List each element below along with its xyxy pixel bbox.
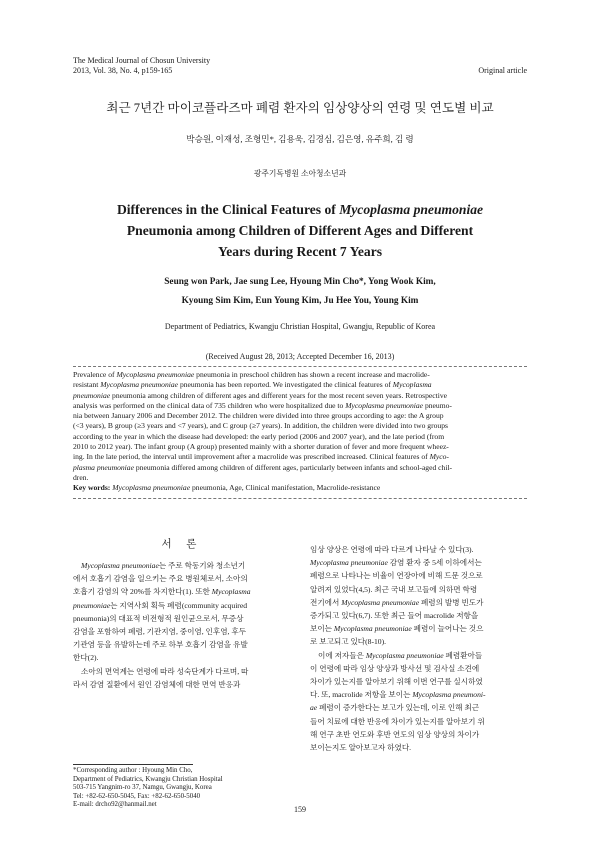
abstract: Prevalence of Mycoplasma pneumoniae pneumonia in preschool children has shown a recent increase and macrolide- resistant Mycoplasma pneumoniae pneumonia has been reported. We investigated the clinical features of Mycoplasma pneumoniae pneumonia among children of different ages and different years for the most recent seven years. Retrospective analysis was performed on the clinical data of 735 children who were hospitalized due to Mycoplasma pneumoniae pneumo- nia between January 2006 and December 2012. The children were divided into three groups according to age: the A group (<3 years), B group (≥3 years and <7 years), and C group (≥7 years). In addition, the children were divided into two groups according to the year in which the disease had developed: the early period (2006 and 2007 year), and the late period (from 2010 to 2012 year). The infant group (A group) presented mainly with a shorter duration of fever and more frequent wheez- ing. In the late period, the interval until improvement after a macrolide was prescribed increased. Clinical features of Myco- plasma pneumoniae pneumonia differed among children of different ages, particularly between infants and school-aged chil- dren. Key words: Mycoplasma pneumoniae pneumonia, Age, Clinical manifestation, Macrolide-resistance [73, 370, 527, 494]
text-line: 다. 또, macrolide 저항을 보이는 Mycoplasma pneumoni- [310, 690, 486, 700]
journal-name: The Medical Journal of Chosun University [73, 56, 211, 65]
text-line: 증가되고 있다(6,7). 또한 최근 들어 macrolide 저항을 [310, 611, 479, 621]
text-line: 들어 치료에 대한 반응에 차이가 있는지를 알아보기 위 [310, 716, 485, 726]
text-line: 이에 저자들은 Mycoplasma pneumoniae 폐렴환아들 [318, 650, 483, 660]
text-line: 임상 양상은 연령에 따라 다르게 나타날 수 있다(3). [310, 545, 474, 554]
text-line: 감염을 포함하여 폐렴, 기관지염, 중이염, 인후염, 후두 [73, 627, 247, 637]
korean-title: 최근 7년간 마이코플라즈마 폐렴 환자의 임상양상의 연령 및 연도별 비교 [106, 101, 494, 115]
intro-right-column [310, 543, 528, 754]
text-line: 차이가 있는지를 알아보기 위해 이번 연구를 실시하였 [310, 677, 483, 687]
article-type: Original article [478, 66, 527, 75]
text-line: Mycoplasma pneumoniae 감염 환자 중 5세 이하에서는 [310, 558, 482, 568]
abstract-top-rule [73, 366, 527, 367]
text-line: 기관염 등을 유발하는데 주로 하부 호흡기 감염을 유발 [73, 640, 248, 650]
abstract-bottom-rule [73, 498, 527, 499]
intro-left-column [73, 559, 291, 691]
received-dates: (Received August 28, 2013; Accepted December 16, 2013) [205, 352, 395, 361]
text-line: 전기에서 Mycoplasma pneumoniae 폐렴의 발병 빈도가 [310, 597, 484, 607]
text-line: 보이는지도 알아보고자 하였다. [310, 743, 412, 753]
text-line: 폐렴으로 나타나는 비율이 연장아에 비해 드문 것으로 [310, 571, 483, 581]
volume-line: 2013, Vol. 38, No. 4, p159-165 [73, 66, 173, 75]
text-line: Mycoplasma pneumoniae는 주로 학동기와 청소년기 [81, 561, 246, 570]
text-line: 해 연구 초반 연도와 후반 연도의 임상 양상의 차이가 [310, 729, 480, 739]
footnote-rule [73, 764, 193, 765]
keywords: Key words: Mycoplasma pneumoniae pneumonia, Age, Clinical manifestation, Macrolide-resistance [73, 483, 381, 493]
text-line: 보이는 Mycoplasma pneumoniae 폐렴이 늘어나는 것으 [310, 624, 484, 634]
english-title: Differences in the Clinical Features of Mycoplasma pneumoniae Pneumonia among Children of Different Ages and Different Years during Recent 7 Years [116, 202, 484, 259]
text-line: ae 폐렴이 증가한다는 보고가 있는데, 이로 인해 최근 [310, 703, 480, 713]
english-authors: Seung won Park, Jae sung Lee, Hyoung Min Cho*, Yong Wook Kim, Kyoung Sim Kim, Eun Young Kim, Ju Hee You, Young Kim [164, 277, 436, 306]
korean-affiliation: 광주기독병원 소아청소년과 [253, 169, 347, 178]
text-line: 소아의 면역계는 연령에 따라 성숙단계가 다르며, 따 [81, 666, 249, 676]
text-line: 에서 호흡기 감염을 일으키는 주요 병원체로서, 소아의 [73, 574, 248, 584]
english-affiliation: Department of Pediatrics, Kwangju Christian Hospital, Gwangju, Republic of Korea [164, 322, 436, 331]
intro-heading: 서 론 [161, 539, 203, 550]
page-number: 159 [294, 805, 306, 814]
text-line: 한다(2). [73, 653, 99, 663]
text-line: 로 보고되고 있다(8-10). [310, 637, 387, 647]
text-line: 호흡기 감염의 약 20%를 차지한다(1). 또한 Mycoplasma [73, 587, 251, 597]
text-line: 라서 감염 질환에서 원인 감염체에 대한 면역 반응과 [73, 679, 241, 689]
text-line: 이 연령에 따라 임상 양상과 방사선 및 검사실 소견에 [310, 663, 480, 673]
text-line: pneumonia)의 대표적 비전형적 원인균으로서, 무증상 [73, 613, 244, 623]
text-line: 알려져 있었다(4,5). 최근 국내 보고들에 의하면 학령 [310, 584, 478, 594]
text-line: pneumoniae는 지역사회 획득 폐렴(community acquired [73, 600, 247, 610]
footnote: *Corresponding author : Hyoung Min Cho, Department of Pediatrics, Kwangju Christian Hospital 503-715 Yangnim-ro 37, Namgu, Gwangju, Korea Tel: +82-62-650-5045, Fax: +82-62-650-5040 E-mail: drcho92@hanmail.net [73, 767, 223, 809]
korean-authors: 박승원, 이재성, 조형민*, 김용욱, 김경심, 김은영, 유주희, 김 령 [186, 134, 414, 144]
